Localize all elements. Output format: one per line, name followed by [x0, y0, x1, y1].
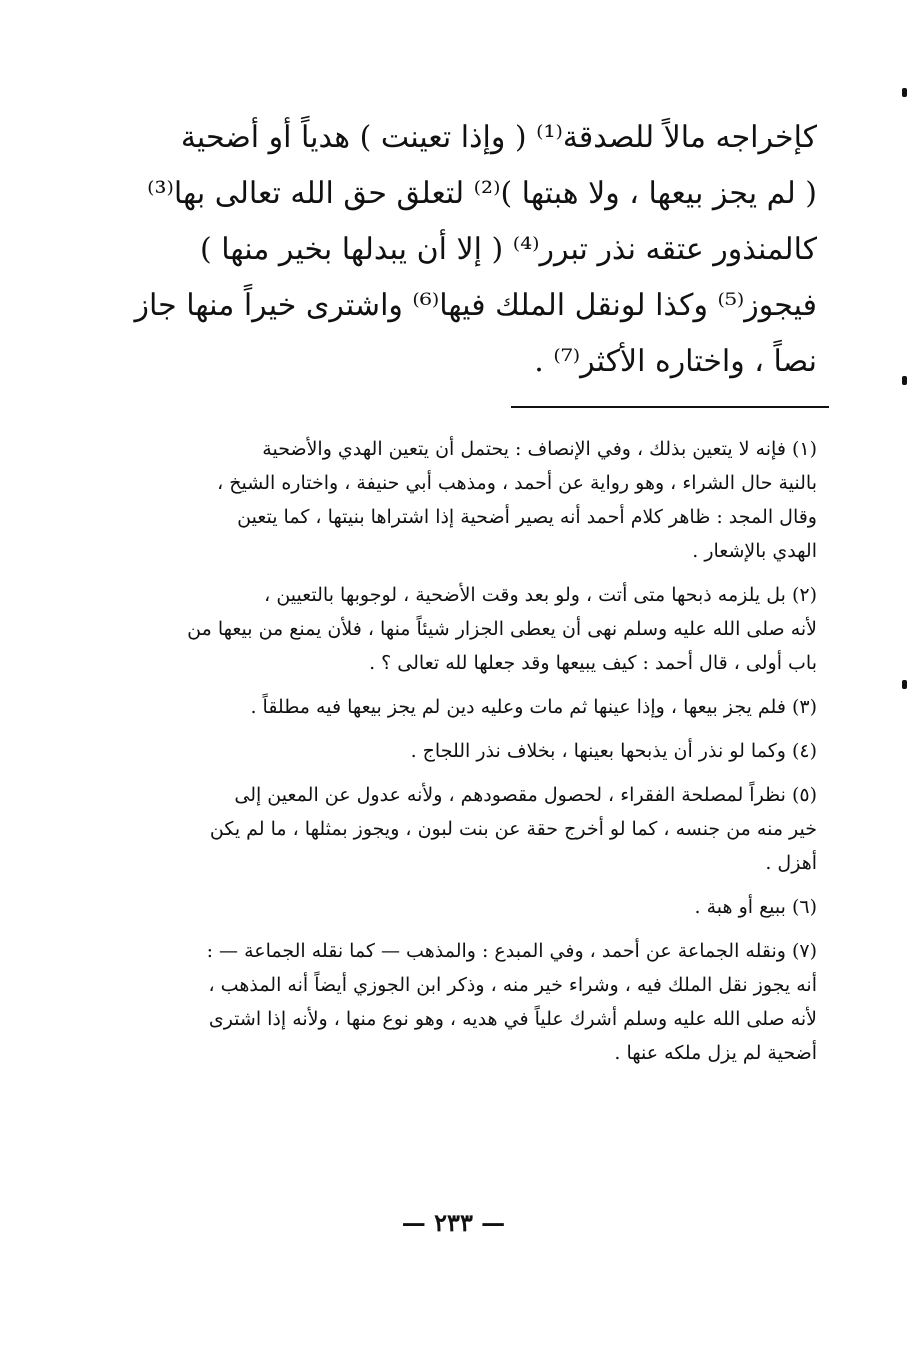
- footnote-text: فلم يجز بيعها ، وإذا عينها ثم مات وعليه دين لم يجز بيعها فيه مطلقاً .: [250, 696, 786, 718]
- scan-edge-mark: [902, 88, 907, 97]
- main-text: [102, 110, 817, 390]
- footnote-number: (٥): [791, 784, 817, 806]
- footnote-line: لأنه صلى الله عليه وسلم نهى أن يعطى الجزار شيئاً منها ، فلأن يمنع من بيعها من: [187, 618, 817, 640]
- footnote-4: [102, 734, 817, 768]
- footnote-number: (١): [791, 438, 817, 460]
- footnote-divider: [511, 406, 829, 408]
- footnote-number: (٧): [791, 940, 817, 962]
- footnotes: [102, 432, 817, 1080]
- scan-edge-mark: [902, 680, 907, 689]
- footnote-text: فإنه لا يتعين بذلك ، وفي الإنصاف : يحتمل أن يتعين الهدي والأضحية: [262, 438, 786, 460]
- footnote-line: الهدي بالإشعار .: [692, 540, 817, 562]
- footnote-line: [102, 734, 817, 768]
- footnote-line: أنه يجوز نقل الملك فيه ، وشراء خير منه ، وذكر ابن الجوزي أيضاً أنه المذهب ،: [208, 974, 817, 996]
- footnote-1: [102, 432, 817, 568]
- footnote-line: أهزل .: [765, 852, 817, 874]
- footnote-number: (٦): [791, 896, 817, 918]
- footnote-line: خير منه من جنسه ، كما لو أخرج حقة عن بنت لبون ، ويجوز بمثلها ، ما لم يكن: [209, 818, 817, 840]
- footnote-line: باب أولى ، قال أحمد : كيف يبيعها وقد جعلها لله تعالى ؟ .: [369, 652, 817, 674]
- footnote-text: وكما لو نذر أن يذبحها بعينها ، بخلاف نذر اللجاج .: [410, 740, 786, 762]
- footnote-line: [102, 578, 817, 612]
- footnote-2: [102, 578, 817, 680]
- footnote-5: [102, 778, 817, 880]
- footnote-line: [102, 778, 817, 812]
- footnote-3: [102, 690, 817, 724]
- footnote-line: [102, 934, 817, 968]
- page-number: — ٢٣٣ —: [401, 1208, 506, 1237]
- footnote-text: ونقله الجماعة عن أحمد ، وفي المبدع : والمذهب — كما نقله الجماعة — :: [206, 940, 786, 962]
- footnote-line: [102, 690, 817, 724]
- footnote-line: لأنه صلى الله عليه وسلم أشرك علياً في هديه ، وهو نوع منها ، ولأنه إذا اشترى: [208, 1008, 817, 1030]
- footnote-line: [102, 890, 817, 924]
- footnote-line: وقال المجد : ظاهر كلام أحمد أنه يصير أضحية إذا اشتراها بنيتها ، كما يتعين: [237, 506, 817, 528]
- footnote-7: [102, 934, 817, 1070]
- footnote-number: (٢): [791, 584, 817, 606]
- footnote-line: أضحية لم يزل ملكه عنها .: [614, 1042, 817, 1064]
- footnote-text: بل يلزمه ذبحها متى أتت ، ولو بعد وقت الأضحية ، لوجوبها بالتعيين ،: [264, 584, 786, 606]
- scan-edge-mark: [902, 376, 907, 385]
- main-text-line: فيجوز⁽⁵⁾ وكذا لونقل الملك فيها⁽⁶⁾ واشترى خيراً منها جاز: [134, 288, 817, 323]
- footnote-text: ببيع أو هبة .: [694, 896, 786, 918]
- footnote-line: بالنية حال الشراء ، وهو رواية عن أحمد ، ومذهب أبي حنيفة ، واختاره الشيخ ،: [217, 472, 817, 494]
- footnote-number: (٣): [791, 696, 817, 718]
- footnote-line: [102, 432, 817, 466]
- main-text-line: كإخراجه مالاً للصدقة⁽¹⁾ ( وإذا تعينت ) هدياً أو أضحية: [180, 120, 817, 155]
- main-text-line: ( لم يجز بيعها ، ولا هبتها )⁽²⁾ لتعلق حق الله تعالى بها⁽³⁾: [147, 176, 817, 211]
- main-text-line: نصاً ، واختاره الأكثر⁽⁷⁾ .: [534, 344, 817, 379]
- footnote-number: (٤): [791, 740, 817, 762]
- footnote-6: [102, 890, 817, 924]
- footnote-text: نظراً لمصلحة الفقراء ، لحصول مقصودهم ، ولأنه عدول عن المعين إلى: [234, 784, 786, 806]
- main-text-line: كالمنذور عتقه نذر تبرر⁽⁴⁾ ( إلا أن يبدلها بخير منها ): [200, 232, 817, 267]
